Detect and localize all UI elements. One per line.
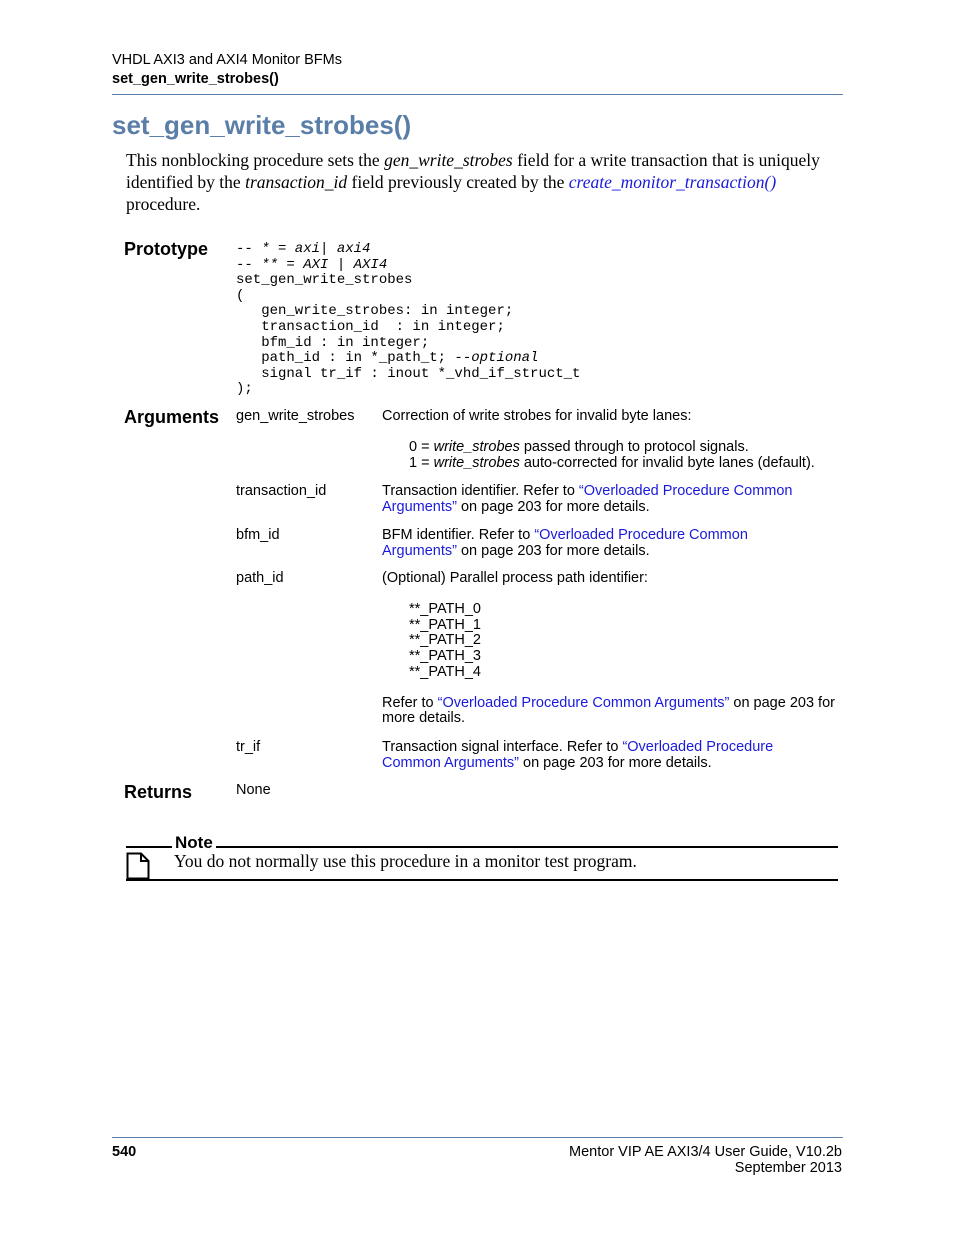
- note-bottom-rule: [126, 879, 838, 881]
- code-line-9: );: [236, 381, 253, 398]
- arg-desc-transaction-id: [382, 484, 832, 515]
- intro-text-3: field previously created by the: [347, 172, 569, 192]
- option-1: [382, 456, 852, 472]
- code-line-7: path_id : in *_path_t; --: [236, 350, 472, 367]
- arg-desc-text: (Optional) Parallel process path identifier:: [382, 570, 648, 586]
- arg-desc-text: Transaction signal interface. Refer to: [382, 739, 623, 755]
- code-line-0: -- * = axi| axi4: [236, 241, 371, 257]
- option-1-text: auto-corrected for invalid byte lanes (default).: [519, 454, 815, 471]
- arg-desc-path-id: [382, 571, 852, 727]
- code-line-2: set_gen_write_strobes: [236, 272, 413, 289]
- arg-name-transaction-id: transaction_id: [236, 483, 327, 499]
- path-option: **_PATH_4: [409, 663, 481, 680]
- option-0: [382, 440, 852, 456]
- code-line-5: transaction_id : in integer;: [236, 318, 505, 335]
- running-header-chapter: VHDL AXI3 and AXI4 Monitor BFMs: [112, 52, 342, 68]
- arg-desc-text: Correction of write strobes for invalid byte lanes:: [382, 408, 692, 424]
- overloaded-args-link[interactable]: “Overloaded Procedure Common Arguments”: [382, 527, 748, 559]
- option-0-term: write_strobes: [433, 439, 520, 456]
- arg-desc-tr-if: [382, 740, 822, 771]
- arg-desc-suffix: on page 203 for more details.: [456, 498, 650, 515]
- note-label: Note: [172, 833, 216, 853]
- footer-date: September 2013: [734, 1160, 842, 1176]
- code-line-1: -- ** = AXI | AXI4: [236, 256, 388, 273]
- intro-id-name: transaction_id: [245, 172, 348, 192]
- arg-desc-gen-write-strobes: [382, 409, 852, 471]
- prototype-code: [236, 242, 580, 398]
- path-option: **_PATH_0: [409, 601, 481, 618]
- path-option: **_PATH_1: [409, 616, 481, 633]
- returns-label: Returns: [124, 782, 193, 802]
- path-option: **_PATH_3: [409, 647, 481, 664]
- code-line-8: signal tr_if : inout *_vhd_if_struct_t: [236, 365, 581, 382]
- overloaded-args-link[interactable]: “Overloaded Procedure Common Arguments”: [382, 483, 793, 515]
- option-0-prefix: 0 =: [409, 439, 434, 456]
- footer-rule: [112, 1137, 843, 1138]
- footer-guide-title: Mentor VIP AE AXI3/4 User Guide, V10.2b: [569, 1144, 842, 1160]
- header-rule: [112, 94, 843, 95]
- code-line-4: gen_write_strobes: in integer;: [236, 303, 514, 320]
- arg-desc-text: BFM identifier. Refer to: [382, 527, 535, 543]
- arg-name-path-id: path_id: [236, 570, 284, 586]
- option-1-prefix: 1 =: [409, 454, 434, 471]
- arg-desc-suffix: on page 203 for more details.: [519, 754, 712, 771]
- option-1-term: write_strobes: [433, 454, 520, 471]
- option-0-text: passed through to protocol signals.: [519, 439, 749, 456]
- note-top-rule: [126, 846, 838, 848]
- code-line-3: (: [236, 287, 245, 304]
- arg-name-gen-write-strobes: gen_write_strobes: [236, 408, 355, 424]
- page-title: set_gen_write_strobes(): [112, 110, 412, 140]
- code-line-7-comment: optional: [471, 350, 539, 367]
- note-text: You do not normally use this procedure in a monitor test program.: [174, 851, 637, 871]
- returns-value: None: [236, 782, 271, 798]
- arg-desc-text: Transaction identifier. Refer to: [382, 483, 579, 499]
- intro-text-2: field for a write transaction that is uniquely identified by the: [126, 150, 820, 192]
- arg-desc-bfm-id: [382, 528, 792, 559]
- arg-desc-suffix: on page 203 for more details.: [382, 694, 835, 727]
- arg-desc-refer: Refer to: [382, 694, 438, 711]
- running-header-section: set_gen_write_strobes(): [112, 71, 279, 87]
- path-option: **_PATH_2: [409, 632, 481, 649]
- code-line-6: bfm_id : in integer;: [236, 334, 430, 351]
- page-number: 540: [112, 1144, 137, 1160]
- intro-field-name: gen_write_strobes: [384, 150, 513, 170]
- arguments-label: Arguments: [124, 407, 220, 427]
- intro-text-4: procedure.: [126, 194, 201, 214]
- arg-desc-suffix: on page 203 for more details.: [456, 542, 650, 559]
- intro-link[interactable]: create_monitor_transaction(): [568, 172, 777, 192]
- arg-name-bfm-id: bfm_id: [236, 527, 280, 543]
- intro-text-1: This nonblocking procedure sets the: [126, 150, 385, 170]
- overloaded-args-link[interactable]: “Overloaded Procedure Common Arguments”: [437, 694, 730, 711]
- intro-paragraph: [126, 149, 826, 215]
- prototype-label: Prototype: [124, 239, 209, 259]
- arg-name-tr-if: tr_if: [236, 739, 261, 755]
- overloaded-args-link[interactable]: “Overloaded Procedure Common Arguments”: [382, 739, 774, 771]
